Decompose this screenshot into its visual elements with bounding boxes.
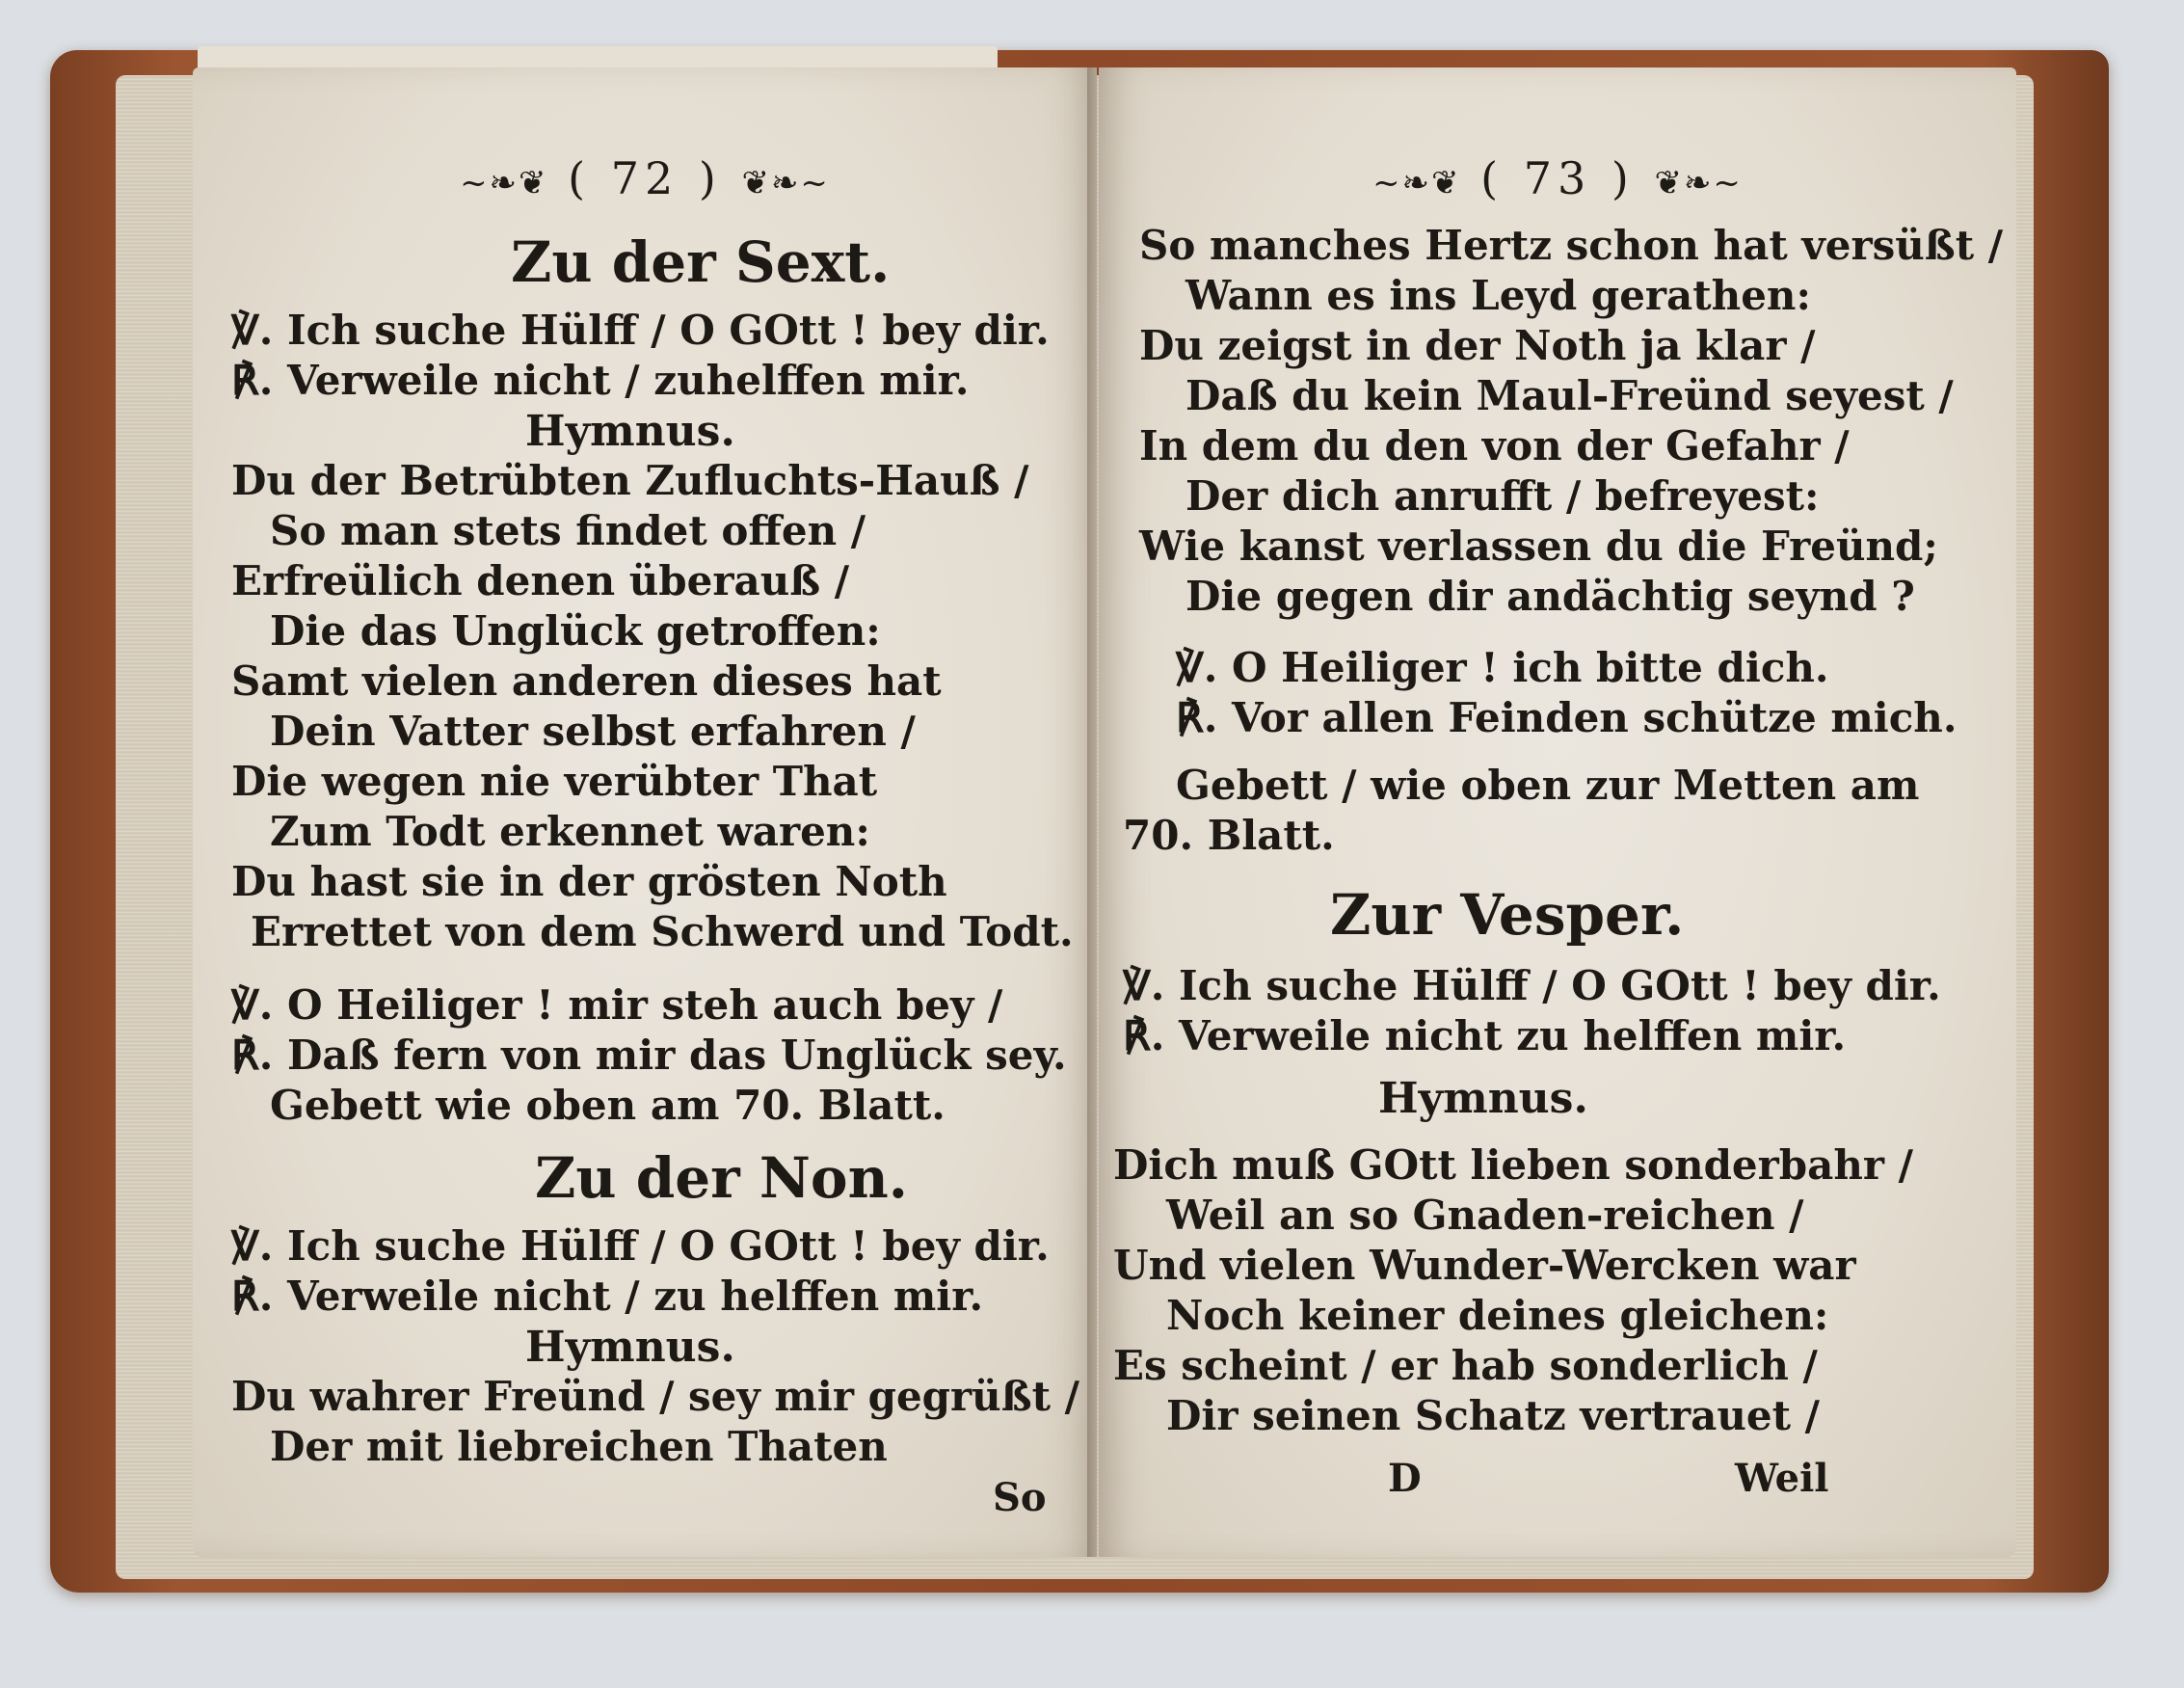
- versicle: ℣. O Heiliger ! ich bitte dich.: [1176, 644, 1829, 691]
- catchword: So: [993, 1475, 1047, 1520]
- right-page: [1099, 67, 2016, 1557]
- ornament-icon: ❦❧~: [741, 164, 830, 202]
- hymn-line: Daß du kein Maul-Freünd seyest /: [1185, 372, 1954, 419]
- response: ℟. Daß fern von mir das Unglück sey.: [231, 1032, 1067, 1079]
- signature-mark: D: [1388, 1456, 1422, 1501]
- hymn-line: Du der Betrübten Zufluchts-Hauß /: [231, 457, 1029, 504]
- hymn-line: Errettet von dem Schwerd und Todt.: [251, 908, 1074, 955]
- hymn-line: Du hast sie in der grösten Noth: [231, 858, 947, 905]
- hymn-line: Zum Todt erkennet waren:: [270, 808, 870, 855]
- section-title-non: Zu der Non.: [535, 1145, 908, 1211]
- left-page-number: ( 72 ): [568, 152, 722, 204]
- response: ℟. Verweile nicht zu helffen mir.: [1123, 1012, 1847, 1059]
- right-page-number: ( 73 ): [1480, 152, 1635, 204]
- catchword: Weil: [1735, 1456, 1829, 1501]
- hymn-line: So manches Hertz schon hat versüßt /: [1139, 222, 2004, 269]
- hymn-line: Dir seinen Schatz vertrauet /: [1166, 1392, 1821, 1439]
- hymn-line: Wie kanst verlassen du die Freünd;: [1139, 522, 1938, 570]
- hymn-line: Noch keiner deines gleichen:: [1166, 1292, 1829, 1339]
- hymn-line: Dich muß GOtt lieben sonderbahr /: [1113, 1141, 1913, 1189]
- versicle: ℣. Ich suche Hülff / O GOtt ! bey dir.: [231, 1222, 1050, 1270]
- response: ℟. Vor allen Feinden schütze mich.: [1176, 694, 1958, 741]
- ornament-icon: ~❧❦: [460, 164, 548, 202]
- hymnus-heading: Hymnus.: [1378, 1074, 1588, 1123]
- hymn-line: Erfreülich denen überauß /: [231, 557, 850, 604]
- versicle: ℣. O Heiliger ! mir steh auch bey /: [231, 981, 1003, 1029]
- hymn-line: Der dich anrufft / befreyest:: [1185, 472, 1820, 520]
- versicle: ℣. Ich suche Hülff / O GOtt ! bey dir.: [231, 307, 1050, 354]
- hymn-line: Die das Unglück getroffen:: [270, 607, 881, 655]
- hymn-line: Du zeigst in der Noth ja klar /: [1139, 322, 1816, 369]
- versicle: ℣. Ich suche Hülff / O GOtt ! bey dir.: [1123, 962, 1941, 1009]
- section-title-sext: Zu der Sext.: [511, 229, 891, 295]
- left-page-header: [193, 152, 1097, 204]
- response: ℟. Verweile nicht / zu helffen mir.: [231, 1273, 984, 1320]
- left-page: [193, 67, 1097, 1557]
- hymn-line: In dem du den von der Gefahr /: [1139, 422, 1850, 469]
- hymn-line: Der mit liebreichen Thaten: [270, 1423, 888, 1470]
- section-title-vesper: Zur Vesper.: [1330, 882, 1685, 948]
- response: ℟. Verweile nicht / zuhelffen mir.: [231, 357, 970, 404]
- hymn-line: Weil an so Gnaden-reichen /: [1166, 1192, 1804, 1239]
- flyleaf: [198, 46, 998, 69]
- right-page-header: [1099, 152, 2016, 204]
- hymn-line: Samt vielen anderen dieses hat: [231, 657, 942, 705]
- hymn-line: Die gegen dir andächtig seynd ?: [1185, 573, 1915, 620]
- hymn-line: Die wegen nie verübter That: [231, 758, 878, 805]
- hymnus-heading: Hymnus.: [525, 1323, 735, 1372]
- hymnus-heading: Hymnus.: [525, 407, 735, 456]
- hymn-line: So man stets findet offen /: [270, 507, 866, 554]
- hymn-line: Es scheint / er hab sonderlich /: [1113, 1342, 1818, 1389]
- hymn-line: Und vielen Wunder-Wercken war: [1113, 1242, 1856, 1289]
- prayer-reference-cont: 70. Blatt.: [1123, 812, 1335, 859]
- hymn-line: Dein Vatter selbst erfahren /: [270, 708, 916, 755]
- ornament-icon: ❦❧~: [1654, 164, 1743, 202]
- prayer-reference: Gebett / wie oben zur Metten am: [1176, 762, 1920, 809]
- hymn-line: Wann es ins Leyd gerathen:: [1185, 272, 1811, 319]
- prayer-reference: Gebett wie oben am 70. Blatt.: [270, 1082, 946, 1129]
- hymn-line: Du wahrer Freünd / sey mir gegrüßt /: [231, 1373, 1079, 1420]
- ornament-icon: ~❧❦: [1372, 164, 1461, 202]
